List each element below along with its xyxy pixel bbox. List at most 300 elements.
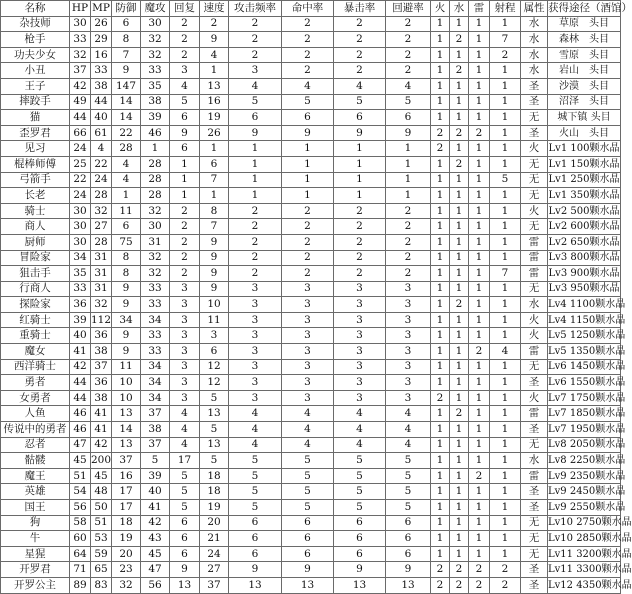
stat-cell: 无 (521, 437, 548, 453)
stat-cell: 9 (112, 63, 141, 79)
stat-cell: 1 (469, 312, 490, 328)
stat-cell: 37 (70, 63, 91, 79)
stat-cell: 3 (282, 344, 334, 360)
stat-cell: 1 (431, 375, 450, 391)
stat-cell: 1 (490, 546, 521, 562)
table-row (1, 188, 621, 204)
stat-cell: 29 (91, 32, 112, 48)
character-name-cell: 长老 (1, 188, 70, 204)
stat-cell: 4 (490, 344, 521, 360)
stat-cell: 5 (386, 500, 431, 516)
stat-cell: 3 (334, 297, 386, 313)
stat-cell: 32 (112, 577, 141, 593)
stat-cell: 46 (70, 406, 91, 422)
stat-cell: 13 (200, 78, 229, 94)
stat-cell: 28 (141, 188, 170, 204)
stat-cell: 1 (450, 390, 469, 406)
stat-cell: 38 (91, 344, 112, 360)
stat-cell: 32 (70, 47, 91, 63)
stat-cell: 圣 (521, 94, 548, 110)
stat-cell: 2 (229, 234, 282, 250)
table-row (1, 110, 621, 126)
stat-cell: 1 (431, 484, 450, 500)
stat-cell: 58 (70, 515, 91, 531)
stat-cell: 2 (334, 266, 386, 282)
stat-cell: 1 (450, 234, 469, 250)
stat-cell: 9 (282, 125, 334, 141)
stat-cell: 47 (70, 437, 91, 453)
stat-cell: 6 (334, 110, 386, 126)
stat-cell: 2 (431, 125, 450, 141)
stat-cell: 9 (200, 281, 229, 297)
character-name-cell: 开罗君 (1, 562, 70, 578)
stat-cell: 9 (334, 562, 386, 578)
stat-cell: 37 (200, 577, 229, 593)
acquisition-cell: Lv1 250颗水晶 (548, 172, 621, 188)
stat-cell: 无 (521, 359, 548, 375)
stat-cell: 44 (91, 94, 112, 110)
stat-cell: 36 (91, 375, 112, 391)
stat-cell: 4 (229, 422, 282, 438)
stat-cell: 2 (334, 63, 386, 79)
acquisition-cell: Lv3 900颗水晶 (548, 266, 621, 282)
stat-cell: 2 (450, 297, 469, 313)
stat-cell: 3 (386, 281, 431, 297)
stat-cell: 3 (334, 344, 386, 360)
stat-cell: 1 (490, 468, 521, 484)
stat-cell: 1 (490, 110, 521, 126)
stat-cell: 1 (450, 359, 469, 375)
column-header: 防御 (112, 1, 141, 17)
stat-cell: 33 (141, 297, 170, 313)
stat-cell: 7 (200, 219, 229, 235)
acquisition-cell: 森林 头目 (548, 32, 621, 48)
stat-cell: 200 (91, 453, 112, 469)
table-row (1, 156, 621, 172)
stat-cell: 6 (170, 515, 200, 531)
stat-cell: 3 (229, 281, 282, 297)
stat-cell: 40 (141, 484, 170, 500)
stat-cell: 2 (431, 390, 450, 406)
stat-cell: 44 (70, 390, 91, 406)
stat-cell: 1 (431, 297, 450, 313)
stat-cell: 35 (141, 78, 170, 94)
character-name-cell: 忍者 (1, 437, 70, 453)
acquisition-cell: Lv9 2550颗水晶 (548, 500, 621, 516)
stat-cell: 36 (70, 297, 91, 313)
stat-cell: 20 (112, 546, 141, 562)
stat-cell: 41 (91, 406, 112, 422)
stat-cell: 4 (334, 422, 386, 438)
stat-cell: 1 (469, 156, 490, 172)
stat-cell: 1 (490, 328, 521, 344)
stat-cell: 1 (431, 234, 450, 250)
stat-cell: 无 (521, 110, 548, 126)
stat-cell: 2 (170, 203, 200, 219)
stat-cell: 3 (229, 63, 282, 79)
stat-cell: 40 (91, 110, 112, 126)
column-header: 射程 (490, 1, 521, 17)
stat-cell: 34 (112, 312, 141, 328)
stat-cell: 28 (112, 141, 141, 157)
stat-cell: 1 (450, 484, 469, 500)
stat-cell: 1 (450, 94, 469, 110)
stat-cell: 30 (70, 234, 91, 250)
stat-cell: 2 (386, 63, 431, 79)
stat-cell: 44 (70, 375, 91, 391)
column-header: 火 (431, 1, 450, 17)
stat-cell: 1 (450, 250, 469, 266)
stat-cell: 1 (334, 188, 386, 204)
column-header: MP (91, 1, 112, 17)
stat-cell: 28 (141, 172, 170, 188)
stat-cell: 4 (334, 437, 386, 453)
stat-cell: 5 (200, 422, 229, 438)
stat-cell: 2 (282, 16, 334, 32)
stat-cell: 3 (170, 328, 200, 344)
stat-cell: 1 (469, 250, 490, 266)
stat-cell: 9 (386, 125, 431, 141)
stat-cell: 2 (469, 125, 490, 141)
stat-cell: 1 (490, 531, 521, 547)
stat-cell: 6 (229, 531, 282, 547)
stat-cell: 1 (450, 500, 469, 516)
column-header: 魔攻 (141, 1, 170, 17)
stat-cell: 1 (200, 63, 229, 79)
stat-cell: 1 (490, 188, 521, 204)
character-name-cell: 魔女 (1, 344, 70, 360)
stat-cell: 1 (450, 468, 469, 484)
stat-cell: 22 (91, 156, 112, 172)
stat-cell: 1 (431, 250, 450, 266)
stat-cell: 4 (170, 437, 200, 453)
stat-cell: 1 (431, 156, 450, 172)
stat-cell: 3 (282, 281, 334, 297)
stat-cell: 4 (386, 78, 431, 94)
stat-cell: 3 (334, 375, 386, 391)
stat-cell: 1 (469, 328, 490, 344)
stat-cell: 45 (91, 468, 112, 484)
stat-cell: 34 (141, 390, 170, 406)
table-row (1, 250, 621, 266)
stat-cell: 75 (112, 234, 141, 250)
stat-cell: 61 (91, 125, 112, 141)
table-row (1, 562, 621, 578)
stat-cell: 1 (334, 156, 386, 172)
stat-cell: 39 (70, 312, 91, 328)
stat-cell: 1 (450, 219, 469, 235)
table-row (1, 577, 621, 593)
stat-cell: 雷 (521, 406, 548, 422)
stat-cell: 37 (91, 359, 112, 375)
stat-cell: 4 (112, 156, 141, 172)
stat-cell: 1 (431, 219, 450, 235)
stat-cell: 10 (200, 297, 229, 313)
stat-cell: 水 (521, 63, 548, 79)
stat-cell: 6 (170, 546, 200, 562)
stat-cell: 1 (431, 500, 450, 516)
table-row (1, 297, 621, 313)
stat-cell: 32 (141, 203, 170, 219)
stat-cell: 48 (91, 484, 112, 500)
stat-cell: 无 (521, 172, 548, 188)
stat-cell: 6 (386, 546, 431, 562)
character-name-cell: 歪罗君 (1, 125, 70, 141)
stat-cell: 1 (450, 546, 469, 562)
column-header: 名称 (1, 1, 70, 17)
stat-cell: 1 (490, 359, 521, 375)
character-name-cell: 冒险家 (1, 250, 70, 266)
stat-cell: 1 (450, 344, 469, 360)
stat-cell: 18 (200, 468, 229, 484)
stat-cell: 1 (431, 422, 450, 438)
stat-cell: 3 (334, 312, 386, 328)
stat-cell: 2 (229, 219, 282, 235)
stat-cell: 5 (200, 453, 229, 469)
stat-cell: 24 (200, 546, 229, 562)
stat-cell: 9 (112, 344, 141, 360)
stat-cell: 5 (282, 453, 334, 469)
stat-cell: 2 (490, 577, 521, 593)
stat-cell: 2 (450, 125, 469, 141)
stat-cell: 6 (229, 110, 282, 126)
stat-cell: 3 (229, 297, 282, 313)
table-body (1, 16, 632, 593)
stat-cell: 1 (450, 203, 469, 219)
stat-cell: 6 (386, 110, 431, 126)
stat-cell: 6 (229, 546, 282, 562)
stat-cell: 2 (450, 577, 469, 593)
stat-cell: 65 (91, 562, 112, 578)
character-name-cell: 小丑 (1, 63, 70, 79)
stat-cell: 3 (386, 312, 431, 328)
stat-cell: 6 (200, 156, 229, 172)
stat-cell: 1 (170, 172, 200, 188)
character-name-cell: 厨师 (1, 234, 70, 250)
stat-cell: 4 (170, 406, 200, 422)
stat-cell: 8 (112, 250, 141, 266)
stat-cell: 38 (141, 94, 170, 110)
stat-cell: 30 (70, 16, 91, 32)
stat-cell: 圣 (521, 562, 548, 578)
stat-cell: 33 (91, 63, 112, 79)
stat-cell: 圣 (521, 500, 548, 516)
stat-cell: 2 (469, 577, 490, 593)
stat-cell: 14 (112, 110, 141, 126)
table-row (1, 515, 621, 531)
stat-cell: 30 (141, 219, 170, 235)
stat-cell: 2 (282, 47, 334, 63)
stat-cell: 34 (70, 250, 91, 266)
stat-cell: 46 (141, 125, 170, 141)
table-row (1, 437, 621, 453)
stat-cell: 3 (386, 390, 431, 406)
acquisition-cell: Lv1 350颗水晶 (548, 188, 621, 204)
stat-cell: 41 (70, 344, 91, 360)
table-row (1, 141, 621, 157)
stat-cell: 9 (200, 266, 229, 282)
column-header: 回避率 (386, 1, 431, 17)
stat-cell: 11 (112, 359, 141, 375)
character-name-cell: 红骑士 (1, 312, 70, 328)
stat-cell: 3 (170, 375, 200, 391)
character-name-cell: 牛 (1, 531, 70, 547)
stat-cell: 1 (490, 63, 521, 79)
stat-cell: 1 (469, 234, 490, 250)
stat-cell: 40 (70, 328, 91, 344)
stat-cell: 1 (450, 266, 469, 282)
stat-cell: 112 (91, 312, 112, 328)
column-header: 属性 (521, 1, 548, 17)
stat-cell: 1 (282, 172, 334, 188)
column-header: 攻击频率 (229, 1, 282, 17)
stat-cell: 2 (170, 266, 200, 282)
stat-cell: 51 (70, 468, 91, 484)
stat-cell: 1 (431, 47, 450, 63)
stat-cell: 45 (141, 546, 170, 562)
stat-cell: 3 (386, 375, 431, 391)
stat-cell: 37 (141, 437, 170, 453)
stat-cell: 16 (200, 94, 229, 110)
stat-cell: 42 (91, 437, 112, 453)
stat-cell: 34 (141, 359, 170, 375)
stat-cell: 1 (490, 281, 521, 297)
acquisition-cell: Lv1 100颗水晶 (548, 141, 621, 157)
stat-cell: 18 (112, 515, 141, 531)
stat-cell: 5 (490, 172, 521, 188)
stat-cell: 50 (91, 500, 112, 516)
stat-cell: 32 (91, 297, 112, 313)
stat-cell: 1 (431, 188, 450, 204)
stat-cell: 1 (469, 266, 490, 282)
stat-cell: 1 (334, 141, 386, 157)
character-name-cell: 杂技师 (1, 16, 70, 32)
stat-cell: 39 (141, 468, 170, 484)
table-row (1, 219, 621, 235)
stat-cell: 19 (112, 531, 141, 547)
character-name-cell: 女勇者 (1, 390, 70, 406)
stat-cell: 8 (200, 203, 229, 219)
stat-cell: 71 (70, 562, 91, 578)
stat-cell: 1 (490, 437, 521, 453)
stat-cell: 1 (450, 515, 469, 531)
acquisition-cell: Lv8 2250颗水晶 (548, 453, 621, 469)
stat-cell: 2 (170, 234, 200, 250)
stat-cell: 1 (490, 484, 521, 500)
table-row (1, 234, 621, 250)
stat-cell: 2 (170, 250, 200, 266)
stat-cell: 5 (170, 94, 200, 110)
stat-cell: 21 (200, 531, 229, 547)
stat-cell: 火 (521, 328, 548, 344)
acquisition-cell: 沙漠 头目 (548, 78, 621, 94)
stat-cell: 2 (386, 219, 431, 235)
character-name-cell: 探险家 (1, 297, 70, 313)
stat-cell: 6 (200, 344, 229, 360)
stat-cell: 1 (450, 375, 469, 391)
stat-cell: 38 (141, 422, 170, 438)
stat-cell: 9 (200, 234, 229, 250)
stat-cell: 1 (490, 203, 521, 219)
stat-cell: 9 (229, 562, 282, 578)
character-name-cell: 重骑士 (1, 328, 70, 344)
stat-cell: 1 (431, 266, 450, 282)
acquisition-cell: Lv9 2350颗水晶 (548, 468, 621, 484)
stat-cell: 6 (282, 110, 334, 126)
stat-cell: 33 (70, 281, 91, 297)
stat-cell: 1 (450, 141, 469, 157)
stat-cell: 22 (70, 172, 91, 188)
stat-cell: 34 (141, 312, 170, 328)
stat-cell: 6 (386, 515, 431, 531)
stat-cell: 5 (282, 500, 334, 516)
acquisition-cell: 岩山 头目 (548, 63, 621, 79)
stat-cell: 3 (170, 297, 200, 313)
stat-cell: 1 (469, 484, 490, 500)
stat-cell: 32 (141, 266, 170, 282)
stat-cell: 4 (334, 78, 386, 94)
stat-cell: 9 (170, 562, 200, 578)
acquisition-cell: Lv11 3200颗水晶 (548, 546, 621, 562)
column-header: 回复 (170, 1, 200, 17)
stat-cell: 3 (282, 328, 334, 344)
stat-cell: 2 (469, 562, 490, 578)
stat-cell: 3 (229, 375, 282, 391)
stat-cell: 1 (469, 437, 490, 453)
stat-cell: 8 (112, 32, 141, 48)
acquisition-cell: 雪原 头目 (548, 47, 621, 63)
stat-cell: 3 (386, 328, 431, 344)
stat-cell: 1 (469, 359, 490, 375)
stat-cell: 5 (170, 500, 200, 516)
stat-cell: 1 (431, 344, 450, 360)
column-header: 速度 (200, 1, 229, 17)
stat-cell: 13 (112, 437, 141, 453)
table-row (1, 266, 621, 282)
stat-cell: 1 (469, 453, 490, 469)
acquisition-cell: Lv5 1250颗水晶 (548, 328, 621, 344)
stat-cell: 1 (229, 156, 282, 172)
stat-cell: 1 (490, 234, 521, 250)
stat-cell: 4 (282, 422, 334, 438)
acquisition-cell: Lv12 4350颗水晶 (548, 577, 621, 593)
stat-cell: 1 (469, 390, 490, 406)
stat-cell: 46 (70, 422, 91, 438)
table-row (1, 500, 621, 516)
stat-cell: 1 (282, 141, 334, 157)
stat-cell: 3 (282, 312, 334, 328)
stat-cell: 1 (170, 156, 200, 172)
character-name-cell: 功夫少女 (1, 47, 70, 63)
stat-cell: 2 (431, 562, 450, 578)
stat-cell: 5 (229, 484, 282, 500)
stat-cell: 4 (386, 437, 431, 453)
stat-cell: 2 (334, 250, 386, 266)
stat-cell: 5 (229, 468, 282, 484)
stat-cell: 12 (200, 359, 229, 375)
stat-cell: 3 (334, 359, 386, 375)
stat-cell: 1 (229, 188, 282, 204)
stat-cell: 1 (490, 375, 521, 391)
stat-cell: 38 (91, 78, 112, 94)
stat-cell: 水 (521, 453, 548, 469)
stat-cell: 1 (450, 531, 469, 547)
character-name-cell: 勇者 (1, 375, 70, 391)
stat-cell: 火 (521, 312, 548, 328)
stat-cell: 41 (141, 500, 170, 516)
stat-cell: 4 (386, 422, 431, 438)
stat-cell: 5 (170, 468, 200, 484)
